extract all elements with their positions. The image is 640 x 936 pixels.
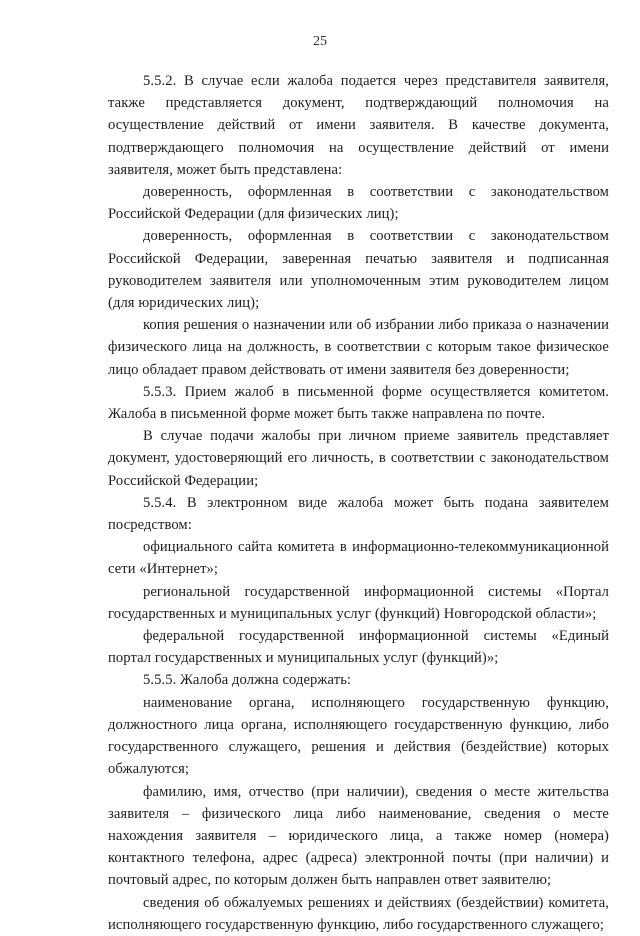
paragraph-5-5-5: 5.5.5. Жалоба должна содержать:: [143, 672, 352, 689]
paragraph-5-5-4: 5.5.4. В электронном виде жалоба может быть подана заявителем посредством:: [108, 494, 609, 534]
list-item-regional-portal: региональной государственной информационной системы «Портал государственных и муниципальных услуг (функций) Новгородской области»;: [108, 583, 609, 622]
list-item-appointment-decision-copy: копия решения о назначении или об избрании либо приказа о назначении физического лица на должность, в соответствии с которым такое физическое лицо обладает правом действовать от имени заявителя без доверенности;: [108, 317, 609, 378]
list-item-power-of-attorney-individuals: доверенность, оформленная в соответствии с законодательством Российской Федерации (для физических лиц);: [108, 184, 609, 223]
paragraph-5-5-2: 5.5.2. В случае если жалоба подается через представителя заявителя, также представляется документ, подтверждающий полномочия на осуществление действий от имени заявителя. В качестве документа, подтверждающего полномочия на осуществление действий от имени заявителя, может быть представлена:: [108, 73, 609, 178]
list-item-appealed-decisions: сведения об обжалуемых решениях и действиях (бездействии) комитета, исполняющего государственную функцию, либо государственного служащего;: [108, 894, 609, 933]
list-item-applicant-details: фамилию, имя, отчество (при наличии), сведения о месте жительства заявителя – физического лица либо наименование, сведения о месте нахождения заявителя – юридического лица, а также номер (номера) контактного телефона, адрес (адреса) электронной почты (при наличии) и почтовый адрес, по которым должен быть направлен ответ заявителю;: [108, 783, 609, 889]
page-number: 25: [313, 34, 327, 49]
list-item-federal-portal: федеральной государственной информационной системы «Единый портал государственных и муниципальных услуг (функций)»;: [108, 628, 609, 667]
paragraph-personal-reception: В случае подачи жалобы при личном приеме заявитель представляет документ, удостоверяющий его личность, в соответствии с законодательством Российской Федерации;: [108, 428, 609, 489]
list-item-authority-name: наименование органа, исполняющего государственную функцию, должностного лица органа, исполняющего государственную функцию, либо государственного служащего, решения и действия (бездействие) которых обжалуются;: [108, 694, 609, 778]
list-item-power-of-attorney-legal-entities: доверенность, оформленная в соответствии с законодательством Российской Федерации, заверенная печатью заявителя и подписанная руководителем заявителя или уполномоченным этим руководителем лицом (для юридических лиц);: [108, 228, 609, 312]
paragraph-5-5-3: 5.5.3. Прием жалоб в письменной форме осуществляется комитетом. Жалоба в письменной форме может быть также направлена по почте.: [108, 383, 609, 423]
list-item-official-website: официального сайта комитета в информационно-телекоммуникационной сети «Интернет»;: [108, 539, 609, 578]
document-body: [108, 70, 609, 936]
